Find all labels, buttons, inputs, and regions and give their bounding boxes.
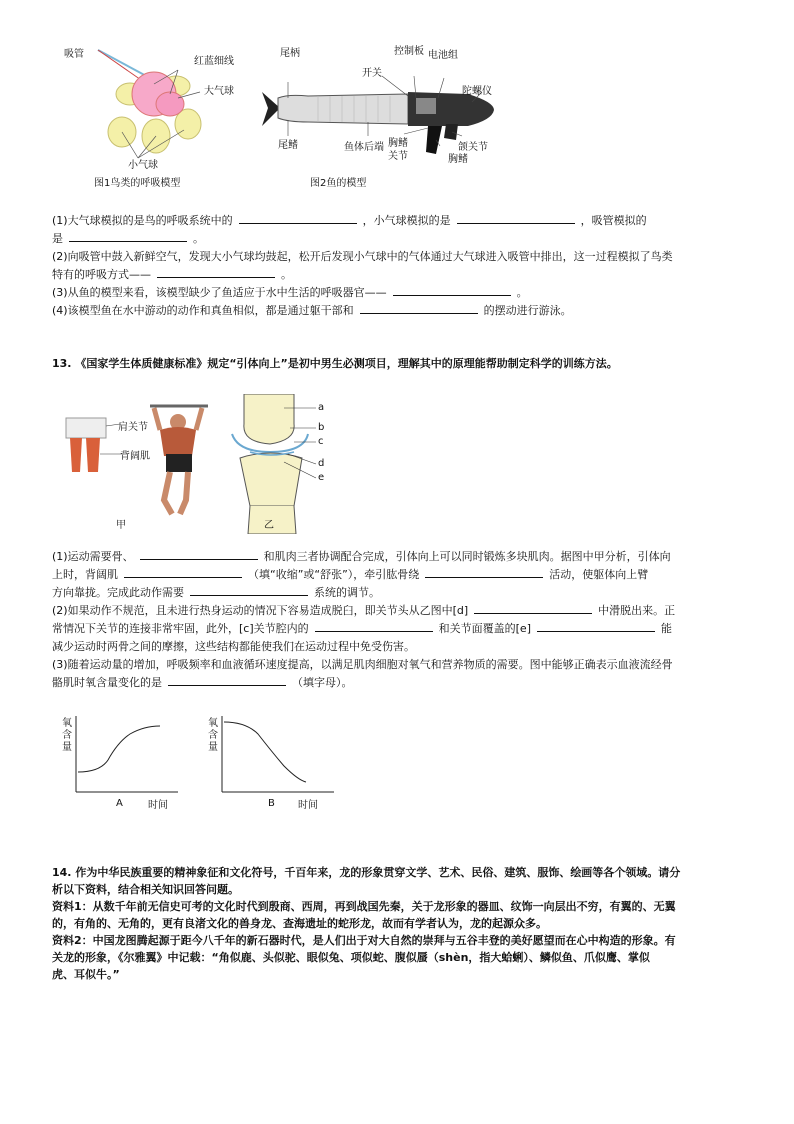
label-b: b bbox=[318, 422, 325, 433]
graph-b-ylabel: 氧含量 bbox=[208, 718, 218, 753]
q14-material2-line2: 关龙的形象，《尔雅翼》中记载：“角似鹿、头似驼、眼似兔、项似蛇、腹似蜃（shèn，指大蛤蜊）、鳞似鱼、爪似鹰、掌似 bbox=[52, 951, 650, 964]
graph-a-xlabel: 时间 bbox=[148, 800, 168, 811]
q12-p2-line2: 特有的呼吸方式—— 。 bbox=[52, 268, 292, 281]
answer-blank[interactable] bbox=[315, 620, 433, 632]
label-hongxian: 红蓝细线 bbox=[194, 56, 234, 67]
label-weibing: 尾柄 bbox=[280, 48, 300, 59]
q12-p3: (3)从鱼的模型来看，该模型缺少了鱼适应于水中生活的呼吸器官—— 。 bbox=[52, 286, 528, 299]
graph-a bbox=[60, 712, 180, 824]
q13-p3-line1: (3)随着运动量的增加，呼吸频率和血液循环速度提高，以满足肌肉细胞对氧气和营养物质的需要。图中能够正确表示血液流经骨 bbox=[52, 658, 673, 671]
fig1-bird-model bbox=[58, 36, 248, 196]
answer-blank[interactable] bbox=[190, 584, 308, 596]
answer-blank[interactable] bbox=[393, 284, 511, 296]
fish-robot-illustration bbox=[258, 36, 508, 196]
graph-b bbox=[206, 712, 336, 824]
q14-material2-line1: 资料2：中国龙图腾起源于距今八千年的新石器时代，是人们出于对大自然的崇拜与五谷丰登的美好愿望而在心中构造的形象。有 bbox=[52, 934, 676, 947]
label-kongzhiban: 控制板 bbox=[394, 46, 424, 57]
q13-p2-line2: 常情况下关节的连接非常牢固，此外，[c]关节腔内的 和关节面覆盖的[e] 能 bbox=[52, 622, 672, 635]
fig-jia bbox=[60, 394, 230, 534]
graph-a-name: A bbox=[116, 798, 123, 809]
label-yutihouduan: 鱼体后端 bbox=[344, 142, 384, 153]
label-guanjie: 关节 bbox=[388, 151, 408, 162]
label-weiqi: 尾鳍 bbox=[278, 140, 298, 151]
label-kaiguan: 开关 bbox=[362, 68, 382, 79]
q14-title-line1: 14. 作为中华民族重要的精神象征和文化符号，千百年来，龙的形象贯穿文学、艺术、民俗、建筑、服饰、绘画等各个领域。请分 bbox=[52, 866, 681, 879]
answer-blank[interactable] bbox=[360, 302, 478, 314]
q12-p2-line1: (2)向吸管中鼓入新鲜空气，发现大小气球均鼓起，松开后发现小气球中的气体通过大气球进入吸管中排出，这一过程模拟了鸟类 bbox=[52, 250, 673, 263]
q14-material1-line2: 的，有角的、无角的，更有良渚文化的兽身龙、查海遗址的蛇形龙，故而有学者认为，龙的起源众多。 bbox=[52, 917, 547, 930]
q13-p1-line2: 上时，背阔肌 （填“收缩”或“舒张”），牵引肱骨绕 活动，使躯体向上臂 bbox=[52, 568, 649, 581]
fig-jia-caption: 甲 bbox=[116, 520, 126, 531]
label-d: d bbox=[318, 458, 325, 469]
answer-blank[interactable] bbox=[124, 566, 242, 578]
label-hanguanjie: 颌关节 bbox=[458, 142, 488, 153]
label-dianchizu: 电池组 bbox=[428, 50, 458, 61]
q14-title-line2: 析以下资料，结合相关知识回答问题。 bbox=[52, 883, 239, 896]
q12-p1-line2: 是 。 bbox=[52, 232, 204, 245]
label-xiaoqiqiu: 小气球 bbox=[128, 160, 158, 171]
answer-blank[interactable] bbox=[239, 212, 357, 224]
label-tuoluoyi: 陀螺仪 bbox=[462, 86, 492, 97]
fig-yi bbox=[224, 394, 334, 534]
q13-title: 13. 《国家学生体质健康标准》规定“引体向上”是初中男生必测项目，理解其中的原理能帮助制定科学的训练方法。 bbox=[52, 357, 618, 370]
answer-blank[interactable] bbox=[537, 620, 655, 632]
answer-blank[interactable] bbox=[474, 602, 592, 614]
q13-p3-line2: 骼肌时氧含量变化的是 （填字母）。 bbox=[52, 676, 353, 689]
label-jianguanjie: 肩关节 bbox=[118, 422, 148, 433]
answer-blank[interactable] bbox=[457, 212, 575, 224]
answer-blank[interactable] bbox=[157, 266, 275, 278]
label-a: a bbox=[318, 402, 325, 413]
q12-p4: (4)该模型鱼在水中游动的动作和真鱼相似，都是通过躯干部和 的摆动进行游泳。 bbox=[52, 304, 572, 317]
q13-p1-line1: (1)运动需要骨、 和肌肉三者协调配合完成，引体向上可以同时锻炼多块肌肉。据图中甲分析，引体向 bbox=[52, 550, 671, 563]
pullup-illustration bbox=[60, 394, 230, 534]
fig2-caption: 图2鱼的模型 bbox=[310, 178, 367, 189]
answer-blank[interactable] bbox=[69, 230, 187, 242]
answer-blank[interactable] bbox=[425, 566, 543, 578]
label-beikuoji: 背阔肌 bbox=[120, 451, 150, 462]
q14-material2-line3: 虎、耳似牛。” bbox=[52, 968, 120, 981]
label-xiguan: 吸管 bbox=[64, 49, 84, 60]
label-daqiqiu: 大气球 bbox=[204, 86, 234, 97]
fig1-caption: 图1鸟类的呼吸模型 bbox=[94, 178, 181, 189]
label-c: c bbox=[318, 436, 324, 447]
label-xiongqi-guanjie: 胸鳍 bbox=[388, 138, 408, 149]
q12-p1-line1: (1)大气球模拟的是鸟的呼吸系统中的 ，小气球模拟的是 ，吸管模拟的 bbox=[52, 214, 647, 227]
graph-b-name: B bbox=[268, 798, 275, 809]
graph-b-xlabel: 时间 bbox=[298, 800, 318, 811]
fig2-fish-model bbox=[258, 36, 508, 196]
graph-a-ylabel: 氧含量 bbox=[62, 718, 72, 753]
answer-blank[interactable] bbox=[140, 548, 258, 560]
label-e: e bbox=[318, 472, 325, 483]
q14-material1-line1: 资料1：从数千年前无信史可考的文化时代到殷商、西周，再到战国先秦，关于龙形象的器皿、纹饰一向层出不穷，有翼的、无翼 bbox=[52, 900, 676, 913]
fig-yi-caption: 乙 bbox=[264, 520, 274, 531]
q13-p2-line1: (2)如果动作不规范，且未进行热身运动的情况下容易造成脱臼，即关节头从乙图中[d] 中滑脱出来。正 bbox=[52, 604, 676, 617]
q13-p1-line3: 方向靠拢。完成此动作需要 系统的调节。 bbox=[52, 586, 380, 599]
label-xiongqi: 胸鳍 bbox=[448, 154, 468, 165]
answer-blank[interactable] bbox=[168, 674, 286, 686]
q13-p2-line3: 减少运动时两骨之间的摩擦，这些结构都能使我们在运动过程中免受伤害。 bbox=[52, 640, 415, 653]
